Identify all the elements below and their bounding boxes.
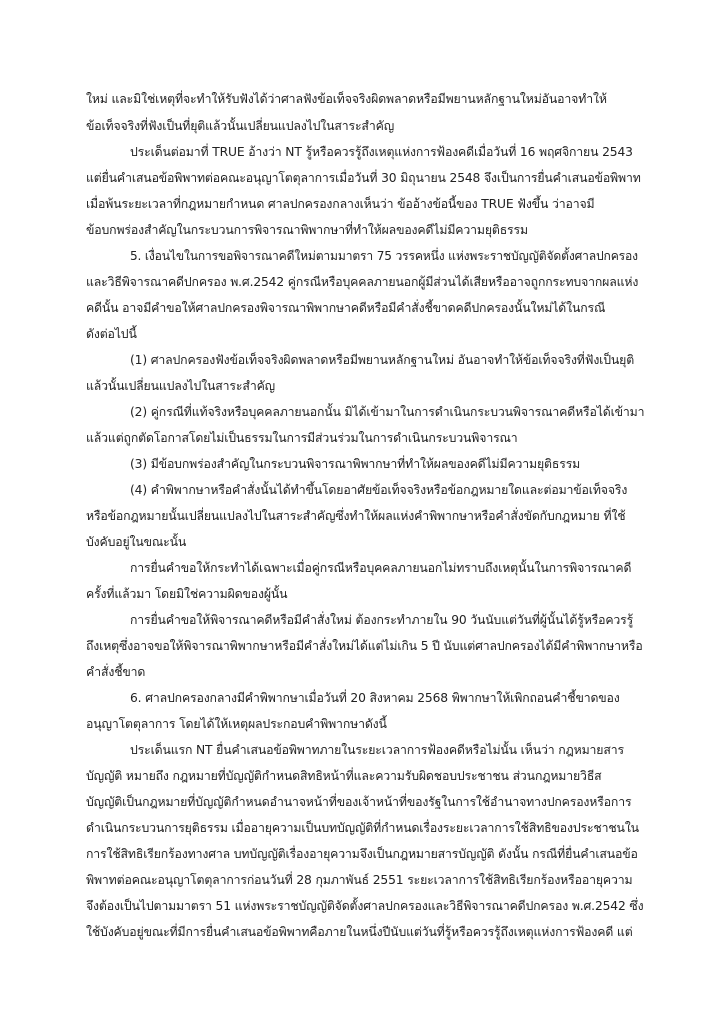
text-line: ดังต่อไปนี้ <box>86 327 137 341</box>
text-line: คดีนั้น อาจมีคำขอให้ศาลปกครองพิจารณาพิพากษาคดีหรือมีคำสั่งชี้ขาดคดีปกครองนั้นใหม่ได้ในกรณี <box>86 301 606 315</box>
text-line: (2) คู่กรณีที่แท้จริงหรือบุคคลภายนอกนั้น มิได้เข้ามาในการดำเนินกระบวนพิจารณาคดีหรือได้เข้ามา <box>130 405 645 419</box>
text-line: บัญญัติ หมายถึง กฎหมายที่บัญญัติกำหนดสิทธิหน้าที่และความรับผิดชอบประชาชน ส่วนกฎหมายวิธีส <box>86 769 602 783</box>
text-line: ใหม่ และมิใช่เหตุที่จะทำให้รับฟังได้ว่าศาลฟังข้อเท็จจริงผิดพลาดหรือมีพยานหลักฐานใหม่อันอาจทำให้ <box>86 92 607 106</box>
text-line: เมื่อพ้นระยะเวลาที่กฎหมายกำหนด ศาลปกครองกลางเห็นว่า ข้ออ้างข้อนี้ของ TRUE ฟังขึ้น ว่าอาจมี <box>86 197 595 211</box>
text-line: ใช้บังคับอยู่ขณะที่มีการยื่นคำเสนอข้อพิพาทคือภายในหนึ่งปีนับแต่วันที่รู้หรือควรรู้ถึงเหตุแห่งการฟ้องคดี แต่ <box>86 925 633 939</box>
text-line: หรือข้อกฎหมายนั้นเปลี่ยนแปลงไปในสาระสำคัญซึ่งทำให้ผลแห่งคำพิพากษาหรือคำสั่งขัดกับกฎหมาย ที่ใช้ <box>86 509 626 523</box>
text-line: 5. เงื่อนไขในการขอพิจารณาคดีใหม่ตามมาตรา 75 วรรคหนึ่ง แห่งพระราชบัญญัติจัดตั้งศาลปกครอง <box>130 249 638 263</box>
text-line: ข้อเท็จจริงที่ฟังเป็นที่ยุติแล้วนั้นเปลี่ยนแปลงไปในสาระสำคัญ <box>86 119 395 133</box>
text-line: บัญญัติเป็นกฎหมายที่บัญญัติกำหนดอำนาจหน้าที่ของเจ้าหน้าที่ของรัฐในการใช้อำนาจทางปกครองหรือการ <box>86 795 632 809</box>
text-line: แต่ยื่นคำเสนอข้อพิพาทต่อคณะอนุญาโตตุลาการเมื่อวันที่ 30 มิถุนายน 2548 จึงเป็นการยื่นคำเสนอข้อพิพาท <box>86 171 641 185</box>
text-line: ครั้งที่แล้วมา โดยมิใช่ความผิดของผู้นั้น <box>86 587 288 601</box>
text-line: ถึงเหตุซึ่งอาจขอให้พิจารณาพิพากษาหรือมีคำสั่งใหม่ได้แต่ไม่เกิน 5 ปี นับแต่ศาลปกครองได้มีคำพิพากษาหรือ <box>86 639 643 653</box>
text-line: จึงต้องเป็นไปตามมาตรา 51 แห่งพระราชบัญญัติจัดตั้งศาลปกครองและวิธีพิจารณาคดีปกครอง พ.ศ.2542 ซึ่ง <box>86 899 644 913</box>
text-line: คำสั่งชี้ขาด <box>86 665 146 679</box>
text-line: (1) ศาลปกครองฟังข้อเท็จจริงผิดพลาดหรือมีพยานหลักฐานใหม่ อันอาจทำให้ข้อเท็จจริงที่ฟังเป็นยุติ <box>130 353 635 367</box>
text-line: บังคับอยู่ในขณะนั้น <box>86 535 187 549</box>
text-line: ข้อบกพร่องสำคัญในกระบวนการพิจารณาพิพากษาที่ทำให้ผลของคดีไม่มีความยุติธรรม <box>86 223 528 237</box>
text-line: แล้วนั้นเปลี่ยนแปลงไปในสาระสำคัญ <box>86 379 275 393</box>
text-line: การยื่นคำขอให้กระทำได้เฉพาะเมื่อคู่กรณีหรือบุคคลภายนอกไม่ทราบถึงเหตุนั้นในการพิจารณาคดี <box>130 561 632 575</box>
text-line: การใช้สิทธิเรียกร้องทางศาล บทบัญญัติเรื่องอายุความจึงเป็นกฎหมายสารบัญญัติ ดังนั้น กรณีที่ยื่นคำเสนอข้อ <box>86 847 638 861</box>
text-line: แล้วแต่ถูกตัดโอกาสโดยไม่เป็นธรรมในการมีส่วนร่วมในการดำเนินกระบวนพิจารณา <box>86 431 518 445</box>
text-line: ประเด็นแรก NT ยื่นคำเสนอข้อพิพาทภายในระยะเวลาการฟ้องคดีหรือไม่นั้น เห็นว่า กฎหมายสาร <box>130 743 624 757</box>
text-line: พิพาทต่อคณะอนุญาโตตุลาการก่อนวันที่ 28 กุมภาพันธ์ 2551 ระยะเวลาการใช้สิทธิเรียกร้องหรืออายุความ <box>86 873 633 887</box>
text-line: 6. ศาลปกครองกลางมีคำพิพากษาเมื่อวันที่ 20 สิงหาคม 2568 พิพากษาให้เพิกถอนคำชี้ขาดของ <box>130 691 620 705</box>
text-line: ประเด็นต่อมาที่ TRUE อ้างว่า NT รู้หรือควรรู้ถึงเหตุแห่งการฟ้องคดีเมื่อวันที่ 16 พฤศจิกายน 2543 <box>130 145 633 159</box>
text-line: การยื่นคำขอให้พิจารณาคดีหรือมีคำสั่งใหม่ ต้องกระทำภายใน 90 วันนับแต่วันที่ผู้นั้นได้รู้หรือควรรู้ <box>130 613 634 627</box>
text-line: ดำเนินกระบวนการยุติธรรม เมื่ออายุความเป็นบทบัญญัติที่กำหนดเรื่องระยะเวลาการใช้สิทธิของประชาชนใน <box>86 821 639 835</box>
text-line: (4) คำพิพากษาหรือคำสั่งนั้นได้ทำขึ้นโดยอาศัยข้อเท็จจริงหรือข้อกฎหมายใดและต่อมาข้อเท็จจริง <box>130 483 628 497</box>
text-line: (3) มีข้อบกพร่องสำคัญในกระบวนพิจารณาพิพากษาที่ทำให้ผลของคดีไม่มีความยุติธรรม <box>130 457 581 471</box>
text-line: และวิธีพิจารณาคดีปกครอง พ.ศ.2542 คู่กรณีหรือบุคคลภายนอกผู้มีส่วนได้เสียหรืออาจถูกกระทบจากผลแห่ง <box>86 275 639 289</box>
text-line: อนุญาโตตุลาการ โดยได้ให้เหตุผลประกอบคำพิพากษาดังนี้ <box>86 717 387 731</box>
